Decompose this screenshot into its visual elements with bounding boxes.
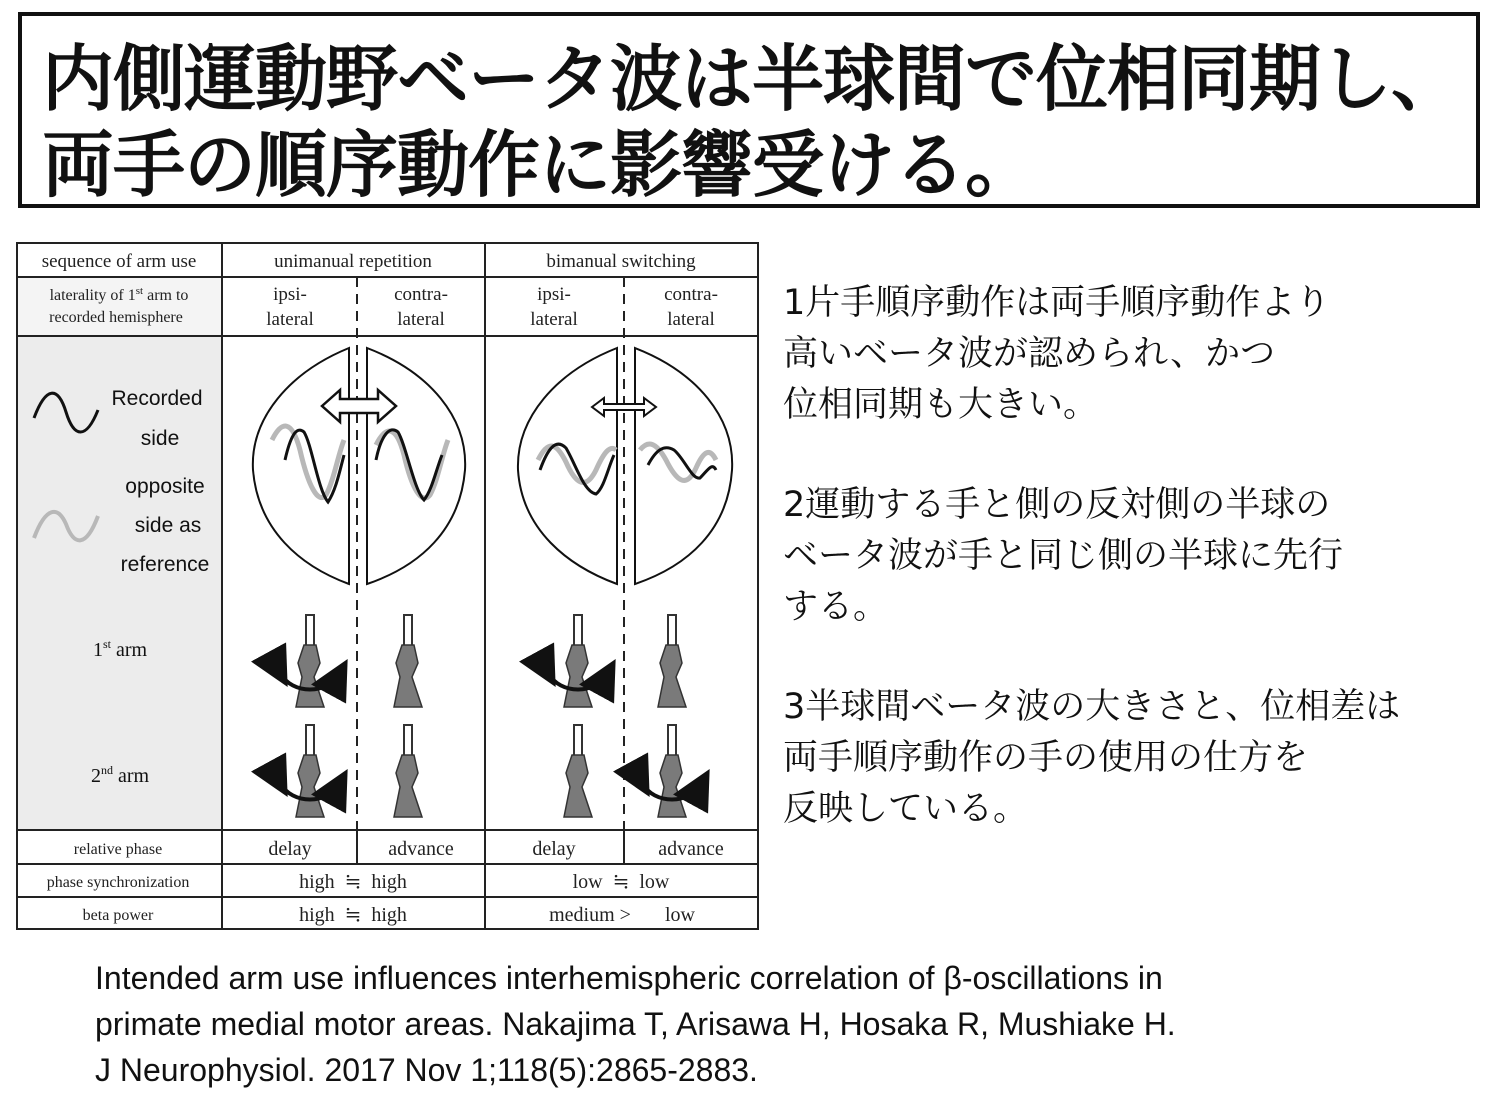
power-bi-low: low (665, 904, 695, 926)
notes (783, 278, 1483, 884)
power-bi-medium: medium > (549, 904, 631, 926)
header-sequence: sequence of arm use (41, 251, 197, 272)
rel-bi-ipsi: delay (532, 838, 576, 860)
citation-line-3: J Neurophysiol. 2017 Nov 1;118(5):2865-2883. (95, 1052, 758, 1088)
note-3-line-3: 反映している。 (783, 789, 1029, 829)
brain-unimanual (253, 348, 465, 584)
relative-phase-label: relative phase (73, 841, 163, 858)
arm1-label: 1st arm (92, 637, 148, 661)
arm-icons (280, 615, 702, 817)
note-1 (783, 278, 1483, 431)
legend-opposite-line3: reference (120, 553, 210, 576)
note-2-line-3: する。 (783, 587, 889, 627)
rel-bi-contra: advance (658, 838, 724, 860)
legend-column-bg (17, 336, 222, 830)
bi-contra-line2: lateral (667, 309, 715, 330)
citation (95, 955, 1485, 1093)
note-3-line-2: 両手順序動作の手の使用の仕方を (783, 738, 1309, 778)
sync-uni: high ≒ high (299, 871, 407, 893)
uni-contra-line2: lateral (397, 309, 445, 330)
laterality-bg (17, 277, 222, 336)
legend-opposite-line2: side as (134, 514, 202, 537)
note-2 (783, 480, 1483, 633)
note-3 (783, 682, 1483, 835)
arm-uni-ipsi-2nd (280, 725, 340, 817)
arm-uni-contra-2nd (394, 725, 422, 817)
bi-contra-line1: contra- (664, 284, 718, 305)
citation-line-2: primate medial motor areas. Nakajima T, Arisawa H, Hosaka R, Mushiake H. (95, 1006, 1176, 1042)
legend-recorded-line1: Recorded (111, 387, 203, 410)
note-1-line-3: 位相同期も大きい。 (783, 385, 1099, 425)
arm2-label: 2nd arm (90, 763, 150, 787)
bi-ipsi-line2: lateral (530, 309, 578, 330)
arm-uni-ipsi-1st (280, 615, 340, 707)
arm-bi-contra-1st (658, 615, 686, 707)
power-uni: high ≒ high (299, 904, 407, 926)
rel-uni-contra: advance (388, 838, 454, 860)
title-line-2: 両手の順序動作に影響受ける。 (42, 123, 1037, 207)
note-1-line-1: 1片手順序動作は両手順序動作より (783, 283, 1331, 323)
legend-opposite-line1: opposite (125, 475, 205, 498)
title-line-1: 内側運動野ベータ波は半球間で位相同期し、 (42, 37, 1463, 121)
note-2-line-2: ベータ波が手と同じ側の半球に先行 (783, 536, 1344, 576)
uni-contra-line1: contra- (394, 284, 448, 305)
arm-bi-contra-2nd (642, 725, 702, 817)
uni-ipsi-line2: lateral (266, 309, 314, 330)
beta-power-label: beta power (82, 907, 154, 924)
note-1-line-2: 高いベータ波が認められ、かつ (783, 334, 1276, 374)
note-2-line-1: 2運動する手と側の反対側の半球の (783, 485, 1331, 525)
header-bimanual: bimanual switching (546, 251, 696, 272)
note-3-line-1: 3半球間ベータ波の大きさと、位相差は (783, 687, 1401, 727)
citation-line-1: Intended arm use influences interhemispheric correlation of β-oscillations in (95, 960, 1163, 996)
sync-bi: low ≒ low (572, 871, 670, 893)
arm-bi-ipsi-1st (548, 615, 608, 707)
brain-bimanual (518, 348, 732, 584)
laterality-label-line2: recorded hemisphere (49, 309, 183, 326)
header-unimanual: unimanual repetition (274, 251, 432, 272)
laterality-label-line1: laterality of 1st arm to (49, 285, 189, 304)
legend-recorded-line2: side (140, 427, 180, 450)
bi-ipsi-line1: ipsi- (537, 284, 571, 305)
uni-ipsi-line1: ipsi- (273, 284, 307, 305)
phase-sync-label: phase synchronization (46, 874, 190, 891)
rel-uni-ipsi: delay (268, 838, 312, 860)
arm-bi-ipsi-2nd (564, 725, 592, 817)
arm-uni-contra-1st (394, 615, 422, 707)
